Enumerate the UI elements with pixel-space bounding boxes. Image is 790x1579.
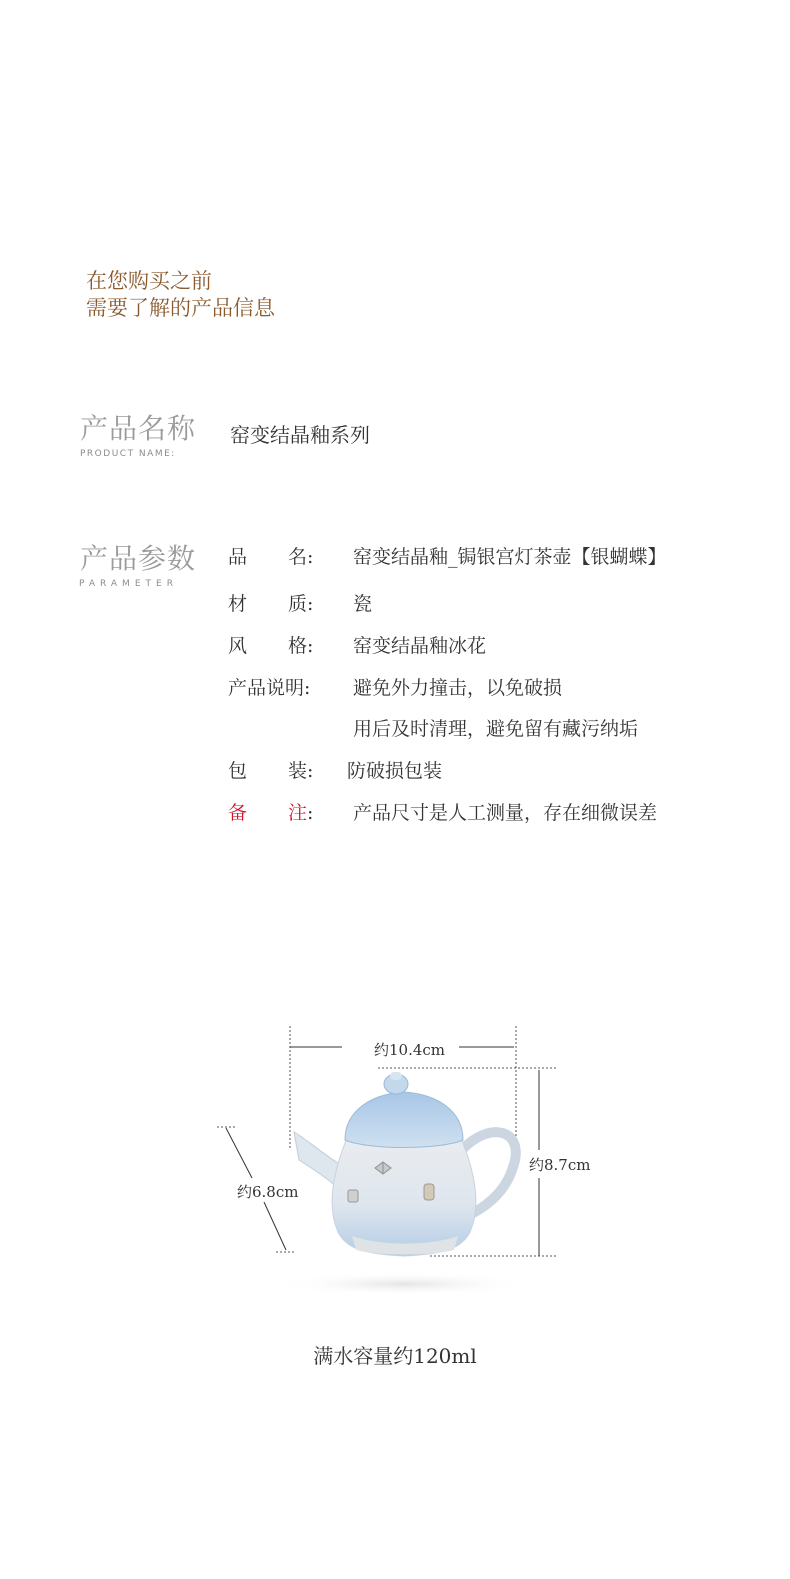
param-label-material: 材 质: xyxy=(228,593,314,615)
capacity-caption: 满水容量约120ml xyxy=(313,1344,477,1368)
param-label-packaging: 包 装: xyxy=(228,760,314,782)
dimension-height-label: 约8.7cm xyxy=(525,1154,594,1175)
dimension-diameter-label: 约6.8cm xyxy=(233,1181,302,1202)
product-name-value: 窑变结晶釉系列 xyxy=(230,423,370,447)
param-label-description: 产品说明: xyxy=(228,677,311,699)
param-value-name: 窑变结晶釉_锔银宫灯茶壶【银蝴蝶】 xyxy=(353,546,667,568)
param-value-style: 窑变结晶釉冰花 xyxy=(353,635,487,657)
teapot-shadow xyxy=(274,1272,534,1296)
parameter-subtitle: PARAMETER xyxy=(79,579,178,589)
product-name-title: 产品名称 xyxy=(80,412,197,445)
intro-line-2: 需要了解的产品信息 xyxy=(86,296,275,320)
param-value-description-2: 用后及时清理，避免留有藏污纳垢 xyxy=(353,718,639,740)
intro-text xyxy=(86,268,275,322)
parameter-title: 产品参数 xyxy=(80,542,197,575)
teapot-image xyxy=(294,1072,516,1256)
param-value-note: 产品尺寸是人工测量，存在细微误差 xyxy=(353,802,658,824)
product-name-subtitle: PRODUCT NAME: xyxy=(80,449,176,459)
param-label-name: 品 名: xyxy=(228,546,314,568)
intro-line-1: 在您购买之前 xyxy=(86,269,212,293)
param-value-description-1: 避免外力撞击，以免破损 xyxy=(353,677,563,699)
param-value-packaging: 防破损包装 xyxy=(347,760,443,782)
param-value-material: 瓷 xyxy=(353,593,373,615)
param-label-style: 风 格: xyxy=(228,635,314,657)
param-label-note: 备 注: xyxy=(228,802,314,824)
dimension-width-label: 约10.4cm xyxy=(370,1039,449,1060)
